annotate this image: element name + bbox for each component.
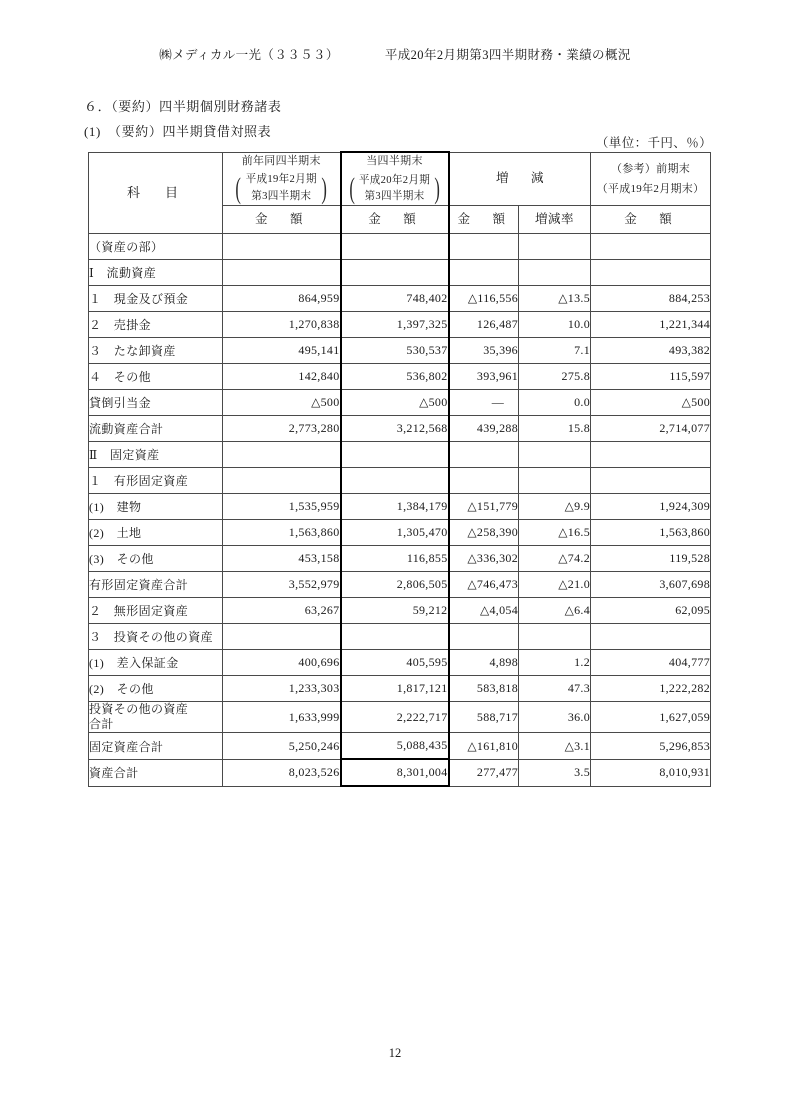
- cell-change-amount: △746,473: [449, 572, 519, 598]
- cell-prev-quarter: [223, 468, 341, 494]
- cell-reference-amount: [591, 468, 711, 494]
- cell-current-quarter: [341, 624, 449, 650]
- subheader-current-amount: 金 額: [341, 206, 449, 234]
- cell-change-rate: [519, 468, 591, 494]
- balance-sheet-table-wrap: [88, 151, 710, 787]
- row-label: (2) 土地: [89, 520, 223, 546]
- bracket-left-glyph: (: [235, 171, 242, 205]
- table-row: [89, 494, 711, 520]
- cell-change-amount: △161,810: [449, 733, 519, 760]
- cell-current-quarter: △500: [341, 390, 449, 416]
- col-header-prev-line2: 第3四半期末: [251, 190, 312, 202]
- cell-reference-amount: 5,296,853: [591, 733, 711, 760]
- cell-change-rate: 1.2: [519, 650, 591, 676]
- row-label: １ 現金及び預金: [89, 286, 223, 312]
- cell-prev-quarter: [223, 234, 341, 260]
- section-heading-6: ６．（要約）四半期個別財務諸表: [84, 99, 282, 114]
- cell-reference-amount: 119,528: [591, 546, 711, 572]
- table-row: [89, 468, 711, 494]
- subheader-change-rate: 増減率: [519, 206, 591, 234]
- balance-sheet-table: [88, 151, 711, 787]
- row-label: （資産の部）: [89, 234, 223, 260]
- cell-change-amount: 393,961: [449, 364, 519, 390]
- cell-current-quarter: 1,397,325: [341, 312, 449, 338]
- cell-reference-amount: 404,777: [591, 650, 711, 676]
- col-header-current-line2: 第3四半期末: [364, 190, 425, 202]
- cell-current-quarter: [341, 260, 449, 286]
- table-row: [89, 390, 711, 416]
- cell-prev-quarter: [223, 624, 341, 650]
- cell-reference-amount: 1,924,309: [591, 494, 711, 520]
- cell-change-amount: 277,477: [449, 759, 519, 786]
- row-label: Ⅰ 流動資産: [89, 260, 223, 286]
- cell-prev-quarter: 1,233,303: [223, 676, 341, 702]
- table-row: [89, 338, 711, 364]
- table-row: [89, 520, 711, 546]
- col-header-current-line1: 平成20年2月期: [358, 174, 431, 186]
- cell-current-quarter: 3,212,568: [341, 416, 449, 442]
- cell-current-quarter: 8,301,004: [341, 759, 449, 786]
- table-row: [89, 572, 711, 598]
- running-header: [0, 45, 790, 63]
- table-row: [89, 546, 711, 572]
- cell-change-rate: △21.0: [519, 572, 591, 598]
- cell-current-quarter: [341, 442, 449, 468]
- cell-change-amount: 588,717: [449, 702, 519, 733]
- row-label: ２ 無形固定資産: [89, 598, 223, 624]
- bracket-right-glyph: ): [434, 172, 441, 206]
- cell-reference-amount: △500: [591, 390, 711, 416]
- cell-change-amount: [449, 260, 519, 286]
- cell-current-quarter: 1,305,470: [341, 520, 449, 546]
- cell-reference-amount: 493,382: [591, 338, 711, 364]
- row-label: (2) その他: [89, 676, 223, 702]
- table-row: [89, 364, 711, 390]
- cell-change-rate: △16.5: [519, 520, 591, 546]
- cell-current-quarter: 116,855: [341, 546, 449, 572]
- table-row: [89, 650, 711, 676]
- table-row: [89, 676, 711, 702]
- balance-sheet-body: [89, 234, 711, 787]
- cell-prev-quarter: [223, 260, 341, 286]
- row-label: 流動資産合計: [89, 416, 223, 442]
- row-label: 資産合計: [89, 759, 223, 786]
- col-header-reference: [591, 152, 711, 206]
- cell-prev-quarter: 2,773,280: [223, 416, 341, 442]
- cell-reference-amount: 8,010,931: [591, 759, 711, 786]
- cell-change-amount: △151,779: [449, 494, 519, 520]
- cell-change-rate: 36.0: [519, 702, 591, 733]
- cell-change-rate: [519, 260, 591, 286]
- col-header-change: [449, 152, 591, 206]
- subheader-prev-amount: 金 額: [223, 206, 341, 234]
- cell-prev-quarter: 400,696: [223, 650, 341, 676]
- cell-current-quarter: [341, 234, 449, 260]
- row-label: (1) 差入保証金: [89, 650, 223, 676]
- cell-prev-quarter: 495,141: [223, 338, 341, 364]
- table-row: [89, 702, 711, 733]
- row-label: (1) 建物: [89, 494, 223, 520]
- table-row: [89, 416, 711, 442]
- cell-prev-quarter: 864,959: [223, 286, 341, 312]
- company-name: ㈱メディカル一光（３３５３）: [159, 48, 339, 62]
- cell-change-rate: 47.3: [519, 676, 591, 702]
- col-header-change-label: 増 減: [496, 171, 549, 186]
- bracket-right-glyph: ): [321, 171, 327, 205]
- col-header-reference-line2: （平成19年2月期末）: [596, 182, 705, 195]
- cell-prev-quarter: △500: [223, 390, 341, 416]
- cell-reference-amount: 1,563,860: [591, 520, 711, 546]
- cell-current-quarter: 2,806,505: [341, 572, 449, 598]
- cell-change-amount: [449, 468, 519, 494]
- cell-change-rate: 275.8: [519, 364, 591, 390]
- cell-current-quarter: 748,402: [341, 286, 449, 312]
- cell-change-amount: 126,487: [449, 312, 519, 338]
- col-header-kamoku: 科 目: [89, 152, 223, 234]
- cell-change-rate: 3.5: [519, 759, 591, 786]
- cell-reference-amount: [591, 624, 711, 650]
- cell-change-rate: [519, 234, 591, 260]
- cell-reference-amount: [591, 234, 711, 260]
- cell-prev-quarter: 1,535,959: [223, 494, 341, 520]
- cell-reference-amount: 1,221,344: [591, 312, 711, 338]
- cell-change-amount: [449, 624, 519, 650]
- row-label: ３ たな卸資産: [89, 338, 223, 364]
- table-row: [89, 624, 711, 650]
- cell-prev-quarter: 63,267: [223, 598, 341, 624]
- cell-prev-quarter: 1,563,860: [223, 520, 341, 546]
- cell-current-quarter: 5,088,435: [341, 733, 449, 760]
- row-label: 投資その他の資産 合計: [89, 702, 223, 733]
- cell-reference-amount: 3,607,698: [591, 572, 711, 598]
- cell-change-amount: 4,898: [449, 650, 519, 676]
- cell-change-amount: △116,556: [449, 286, 519, 312]
- cell-change-rate: 15.8: [519, 416, 591, 442]
- subheader-change-amount: 金 額: [449, 206, 519, 234]
- row-label: 有形固定資産合計: [89, 572, 223, 598]
- cell-change-rate: 7.1: [519, 338, 591, 364]
- cell-reference-amount: 2,714,077: [591, 416, 711, 442]
- table-header-row-1: [89, 152, 711, 206]
- cell-prev-quarter: [223, 442, 341, 468]
- cell-reference-amount: 62,095: [591, 598, 711, 624]
- cell-change-rate: △74.2: [519, 546, 591, 572]
- col-header-current-title: 当四半期末: [366, 155, 423, 167]
- cell-current-quarter: [341, 468, 449, 494]
- cell-change-rate: △3.1: [519, 733, 591, 760]
- cell-change-amount: △4,054: [449, 598, 519, 624]
- cell-reference-amount: [591, 260, 711, 286]
- cell-prev-quarter: 1,270,838: [223, 312, 341, 338]
- cell-current-quarter: 59,212: [341, 598, 449, 624]
- cell-reference-amount: [591, 442, 711, 468]
- row-label: Ⅱ 固定資産: [89, 442, 223, 468]
- table-row: [89, 442, 711, 468]
- cell-change-amount: 583,818: [449, 676, 519, 702]
- col-header-prev-line1: 平成19年2月期: [245, 174, 317, 186]
- cell-current-quarter: 1,384,179: [341, 494, 449, 520]
- col-header-reference-line1: （参考）前期末: [610, 162, 691, 175]
- col-header-prev-same-quarter: [223, 152, 341, 206]
- cell-current-quarter: 1,817,121: [341, 676, 449, 702]
- cell-change-rate: △9.9: [519, 494, 591, 520]
- cell-change-rate: 0.0: [519, 390, 591, 416]
- cell-change-amount: —: [449, 390, 519, 416]
- cell-prev-quarter: 453,158: [223, 546, 341, 572]
- cell-change-amount: [449, 234, 519, 260]
- row-label: 固定資産合計: [89, 733, 223, 760]
- document-title: 平成20年2月期第3四半期財務・業績の概況: [384, 48, 631, 62]
- row-label: ３ 投資その他の資産: [89, 624, 223, 650]
- row-label: ４ その他: [89, 364, 223, 390]
- col-header-prev-period: [223, 172, 340, 205]
- cell-prev-quarter: 5,250,246: [223, 733, 341, 760]
- table-row: [89, 234, 711, 260]
- cell-change-rate: [519, 442, 591, 468]
- cell-change-amount: [449, 442, 519, 468]
- col-header-prev-title: 前年同四半期末: [241, 154, 321, 167]
- row-label: ２ 売掛金: [89, 312, 223, 338]
- cell-change-amount: 439,288: [449, 416, 519, 442]
- cell-change-amount: △258,390: [449, 520, 519, 546]
- cell-current-quarter: 2,222,717: [341, 702, 449, 733]
- cell-prev-quarter: 142,840: [223, 364, 341, 390]
- row-label: １ 有形固定資産: [89, 468, 223, 494]
- cell-current-quarter: 405,595: [341, 650, 449, 676]
- table-row: [89, 286, 711, 312]
- subheader-reference-amount: 金 額: [591, 206, 711, 234]
- cell-prev-quarter: 8,023,526: [223, 759, 341, 786]
- cell-change-rate: △13.5: [519, 286, 591, 312]
- page-number: 12: [388, 1046, 402, 1060]
- col-header-current-period: [342, 173, 448, 206]
- cell-current-quarter: 530,537: [341, 338, 449, 364]
- cell-prev-quarter: 1,633,999: [223, 702, 341, 733]
- table-row: [89, 759, 711, 786]
- unit-note: （単位：千円、％）: [595, 136, 712, 150]
- row-label: (3) その他: [89, 546, 223, 572]
- cell-change-rate: △6.4: [519, 598, 591, 624]
- table-row: [89, 598, 711, 624]
- cell-change-amount: 35,396: [449, 338, 519, 364]
- col-header-current-quarter: [341, 152, 449, 206]
- cell-reference-amount: 1,222,282: [591, 676, 711, 702]
- table-row: [89, 733, 711, 760]
- cell-change-amount: △336,302: [449, 546, 519, 572]
- cell-reference-amount: 884,253: [591, 286, 711, 312]
- row-label: 貸倒引当金: [89, 390, 223, 416]
- cell-current-quarter: 536,802: [341, 364, 449, 390]
- cell-change-rate: [519, 624, 591, 650]
- cell-change-rate: 10.0: [519, 312, 591, 338]
- cell-reference-amount: 115,597: [591, 364, 711, 390]
- cell-reference-amount: 1,627,059: [591, 702, 711, 733]
- bracket-left-glyph: (: [348, 172, 355, 206]
- table-row: [89, 260, 711, 286]
- table-row: [89, 312, 711, 338]
- subsection-heading-1: (1) （要約）四半期貸借対照表: [84, 124, 272, 139]
- cell-prev-quarter: 3,552,979: [223, 572, 341, 598]
